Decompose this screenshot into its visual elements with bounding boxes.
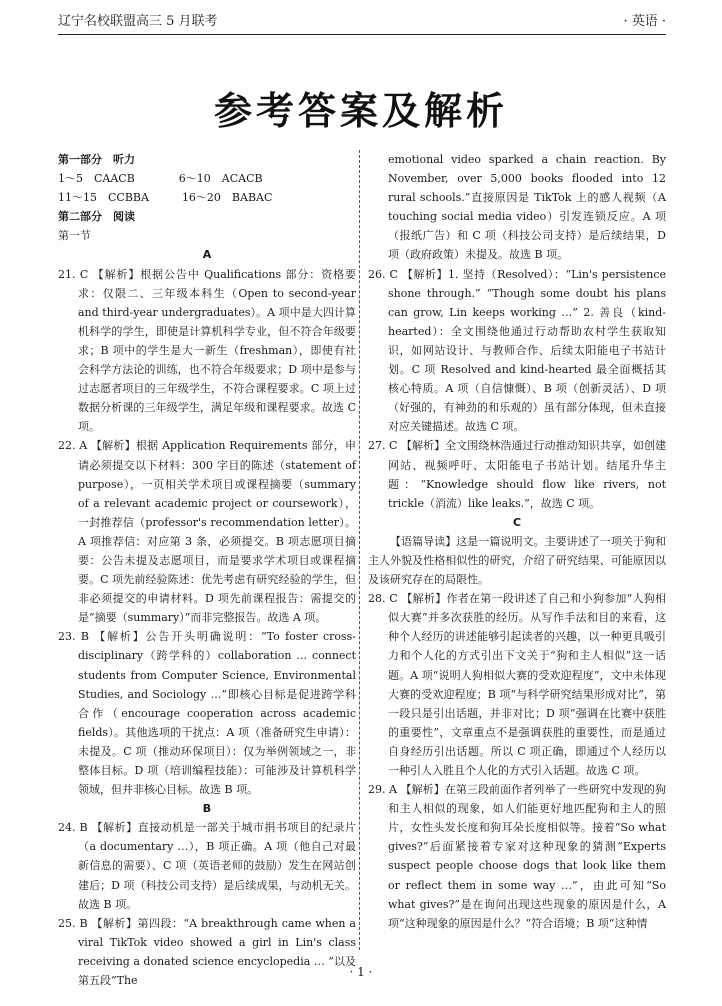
passage-c-guide: 【语篇导读】这是一篇说明文。主要讲述了一项关于狗和主人外貌及性格相似性的研究，介绍了研究结果、可能原因以及该研究存在的局限性。: [368, 534, 666, 587]
answer-25: 25. B 【解析】第四段：“A breakthrough came when a viral TikTok video showed a girl in Lin's class receiving a donated science encyclopedia … ”以及第五段“The: [58, 916, 356, 988]
page-number: · 1 ·: [349, 965, 373, 979]
passage-a-label: A: [202, 248, 212, 262]
exam-name: 辽宁名校联盟高三 5 月联考: [58, 14, 218, 29]
section1-label: 第一节: [58, 229, 91, 243]
part2-heading: 第二部分 阅读: [58, 210, 135, 224]
column-divider: [359, 150, 360, 950]
listening-answers-row-1: 1～5 CAACB 6～10 ACACB: [58, 172, 263, 186]
answer-28: 28. C 【解析】作者在第一段讲述了自己和小狗参加“人狗相似大赛”并多次获胜的经历。从写作手法和目的来看，这种个人经历的讲述能够引起读者的兴趣，以一种更具吸引力和个人化的方式引出下文关于“狗和主人相似”这一话题。A 项“说明人狗相似大赛的受欢迎程度”，文中未体现大赛的受欢迎程度；B 项“与科学研究结果形成对比”，第一段只是引出话题，并非对比；D 项“强调在比赛中获胜的重要性”，文章重点不是强调获胜的重要性，而是通过自身经历引出话题。所以 C 项正确，即通过个人经历以一种引人入胜且个人化的方式引入话题。故选 C 项。: [368, 592, 666, 777]
right-column: [368, 150, 666, 933]
answer-26: 26. C 【解析】1. 坚持（Resolved）：“Lin's persistence shone through.” “Though some doubt his plans can grow, Lin keeps working …” 2. 善良（kind-hearted）：全文围绕他通过行动帮助农村学生获取知识，如网站设计、与教师合作、后续太阳能电子书站计划。C 项 Resolved and kind-hearted 最全面概括其核心特质。A 项（自信慷慨）、B 项（创新灵活）、D 项（好强的，有神劲的和乐观的）虽有部分体现，但未直接对应关键描述。故选 C 项。: [368, 267, 666, 434]
answer-24: 24. B 【解析】直接动机是一部关于城市捐书项目的纪录片（a documentary …），B 项正确。A 项（他自己对最新信息的需要）、C 项（英语老师的鼓励）发生在网站创建后；D 项（科技公司支持）是后续成果，与动机无关。故选 B 项。: [58, 821, 356, 911]
answer-23: 23. B 【解析】公告开头明确说明：“To foster cross-disciplinary（跨学科的）collaboration … connect students from Computer Science, Environmental Studies, and Sociology …”即核心目标是促进跨学科合作（encourage cooperation across academic fields）。其他选项的干扰点：A 项（准备研究生申请）：未提及。C 项（推动环保项目）：仅为举例领域之一，非整体目标。D 项（培训编程技能）：可能涉及计算机科学领域，但并非核心目标。故选 B 项。: [58, 630, 356, 797]
subject-label: · 英语 ·: [623, 14, 666, 29]
passage-c-label: C: [512, 515, 522, 529]
part1-heading: 第一部分 听力: [58, 153, 135, 166]
answer-21: 21. C 【解析】根据公告中 Qualifications 部分：资格要求：仅限二、三年级本科生（Open to second-year and third-year undergraduates）。A 项中是大四计算机科学的学生，即使是计算机科学专业，但不符合年级要求；B 项中的学生是大一新生（freshman），即使有社会科学方法论的训练，也不符合年级要求；D 项中是参与过志愿者项目的三年级学生，不符合课程要求。C 项上过数据分析课的三年级学生，满足年级和课程要求。故选 C 项。: [58, 267, 356, 434]
answer-29: 29. A 【解析】在第三段前面作者列举了一些研究中发现的狗和主人相似的现象，如人们能更好地匹配狗和主人的照片，女性头发长度和狗耳朵长度相似等。接着“So what gives?”后面紧接着专家对这种现象的猜测“Experts suspect people choose dogs that look like them or reflect them in some way …”，由此可知“So what gives?”是在询问出现这些现象的原因是什么，A 项“这种现象的原因是什么？”符合语境；B 项“这种情: [368, 783, 666, 930]
passage-b-label: B: [202, 802, 212, 816]
left-column: [58, 150, 356, 990]
answer-22: 22. A 【解析】根据 Application Requirements 部分，申请必须提交以下材料：300 字目的陈述（statement of purpose），一页相关学术项目或课程摘要（summary of a relevant academic project or coursework），一封推荐信（professor's recommendation letter）。A 项推荐信：对应第 3 条，必须提交。B 项志愿项目摘要：公告未提及志愿项目，而是要求学术项目或课程摘要。C 项先前经验陈述：优先考虑有研究经验的学生，但非必须提交的申请材料。D 项先前课程报告：需提交的是“摘要（summary）”而非完整报告。故选 A 项。: [58, 439, 356, 625]
page-header: [58, 10, 666, 35]
answer-27: 27. C 【解析】全文围绕林浩通过行动推动知识共享，如创建网站、视频呼吁、太阳能电子书站计划。结尾升华主题：“Knowledge should flow like rivers, not trickle（消流）like leaks.”，故选 C 项。: [368, 439, 666, 510]
page-title: 参考答案及解析: [213, 89, 508, 133]
answer-25-continued: emotional video sparked a chain reaction. By November, over 5,000 books flooded into 12 rural schools.”直接原因是 TikTok 上的感人视频（A touching social media video）引发连锁反应。A 项（报纸广告）和 C 项（科技公司支持）是后续结果，D 项（政府政策）未提及。故选 B 项。: [388, 153, 666, 262]
listening-answers-row-2: 11～15 CCBBA 16～20 BABAC: [58, 191, 273, 205]
